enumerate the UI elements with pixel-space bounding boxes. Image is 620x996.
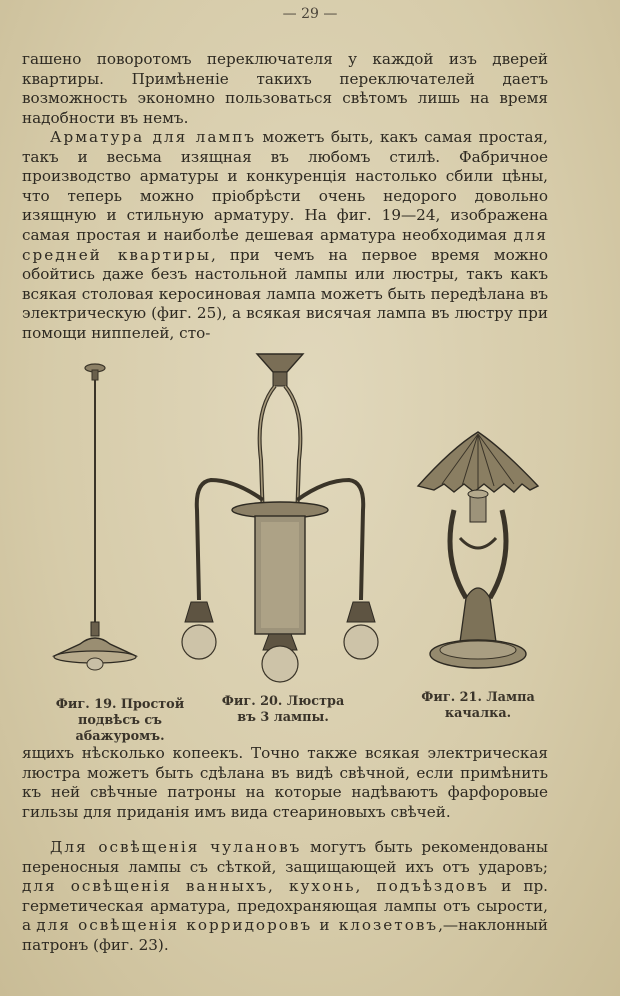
paragraph-1: гашено поворотомъ переключателя у каждой изъ дверей квартиры. Примѣненіе такихъ переключателей даетъ возможность экономно пользоваться свѣтомъ лишь на время надобности въ немъ. — [22, 50, 548, 127]
paragraph-4-text-b: и пр. герметическая арматура, предохраняющая лампы отъ сырости, а — [22, 877, 549, 935]
figure-20-caption — [208, 694, 358, 726]
paragraph-4-spaced-b: для освѣщенія корридоровъ и клозетовъ — [36, 916, 439, 935]
figure-21-caption-line2: качалка. — [444, 706, 512, 721]
paragraph-2-spaced: для средней квартиры — [22, 225, 548, 264]
paragraph-4-spaced-a: для освѣщенія ванныхъ, кухонь, подъѣздовъ — [22, 877, 489, 896]
figure-20-chandelier — [175, 350, 385, 685]
paragraph-2 — [22, 128, 548, 344]
paragraph-4 — [22, 838, 548, 956]
figure-19-caption — [40, 697, 200, 745]
figure-20-caption-line2: въ 3 лампы. — [237, 710, 329, 725]
figure-19-caption-line1: Фиг. 19. Простой — [55, 697, 185, 712]
figure-19-caption-line2: подвѣсъ съ абажуромъ. — [75, 713, 165, 744]
paragraph-3: ящихъ нѣсколько копеекъ. Точно также всякая электрическая люстра можетъ быть сдѣлана въ видѣ свѣчной, если примѣнить къ ней свѣчные патроны на которые надѣваютъ фарфоровые гильзы для приданія имъ вида стеариновыхъ свѣчей. — [22, 744, 548, 821]
figure-21-caption — [408, 690, 548, 722]
paragraph-2-lead: Арматура для лампъ — [50, 128, 256, 146]
paragraph-4-text-c: ,—наклонный патронъ (фиг. 23). — [22, 916, 548, 954]
figure-20-caption-line1: Фиг. 20. Люстра — [221, 694, 345, 709]
paragraph-2-text-b: , при чемъ на первое время можно обойтись даже безъ настольной лампы или люстры, такъ какъ всякая столовая керосиновая лампа можетъ быть передѣлана въ электрическую (фиг. 25), а всякая висячая лампа въ люстру при помощи ниппелей, сто- — [22, 245, 548, 342]
paragraph-2-text-a: можетъ быть, какъ самая простая, такъ и весьма изящная въ любомъ стилѣ. Фабричное производство арматуры и конкуренція настолько сбили цѣны, что теперь можно пріобрѣсти очень недорого довольно изящную и стильную арматуру. На фиг. 19—24, изображена самая простая и наиболѣе дешевая арматура необходимая — [22, 128, 548, 244]
paragraph-4-lead: Для освѣщенія чулановъ — [50, 838, 302, 856]
paragraph-4-text-a: могутъ быть рекомендованы переносныя лампы съ сѣткой, защищающей ихъ отъ ударовъ; — [22, 838, 548, 876]
figure-21-caption-line1: Фиг. 21. Лампа — [421, 690, 535, 705]
figure-19-pendant-lamp — [50, 360, 140, 680]
figure-21-table-lamp — [412, 428, 544, 673]
page-number: — 29 — — [282, 6, 338, 22]
